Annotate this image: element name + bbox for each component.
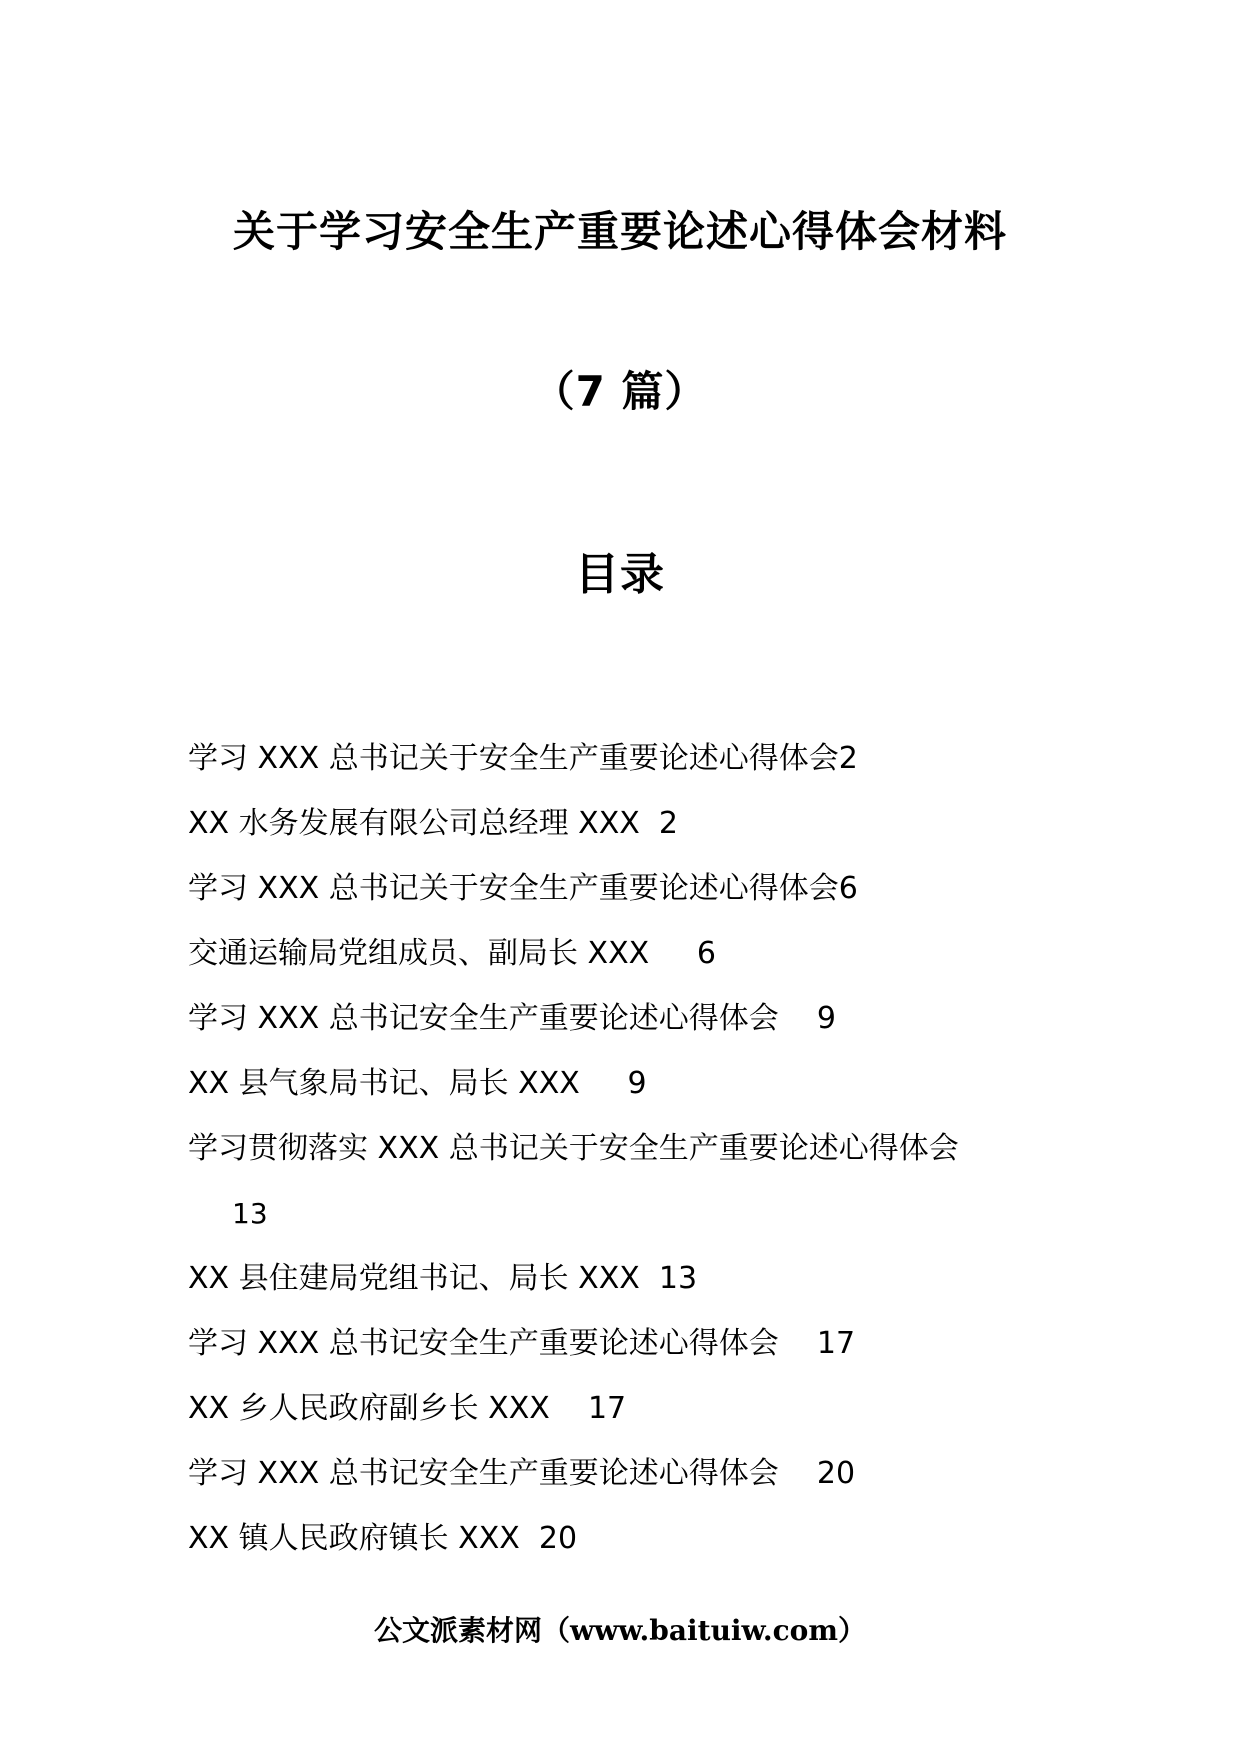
toc-entry-6[interactable]: 学习 XXX 总书记安全生产重要论述心得体会 20 [188, 1456, 856, 1491]
toc-entry-2-author[interactable]: 交通运输局党组成员、副局长 XXX 6 [188, 936, 716, 971]
document-title: 关于学习安全生产重要论述心得体会材料 [232, 207, 1007, 256]
toc-entry-3[interactable]: 学习 XXX 总书记安全生产重要论述心得体会 9 [188, 1001, 836, 1036]
toc-entry-6-author[interactable]: XX 镇人民政府镇长 XXX 20 [188, 1521, 578, 1556]
toc-entry-4-author[interactable]: XX 县住建局党组书记、局长 XXX 13 [188, 1261, 698, 1296]
toc-entry-1[interactable]: 学习 XXX 总书记关于安全生产重要论述心得体会2 [188, 741, 858, 776]
toc-entry-2[interactable]: 学习 XXX 总书记关于安全生产重要论述心得体会6 [188, 871, 858, 906]
toc-entry-3-author[interactable]: XX 县气象局书记、局长 XXX 9 [188, 1066, 647, 1101]
toc-entry-4[interactable]: 学习贯彻落实 XXX 总书记关于安全生产重要论述心得体会 [188, 1131, 959, 1166]
document-subtitle: （7 篇） [532, 367, 708, 416]
table-of-contents [188, 736, 1068, 1581]
toc-entry-5[interactable]: 学习 XXX 总书记安全生产重要论述心得体会 17 [188, 1326, 856, 1361]
toc-entry-1-author[interactable]: XX 水务发展有限公司总经理 XXX 2 [188, 806, 678, 841]
toc-entry-5-author[interactable]: XX 乡人民政府副乡长 XXX 17 [188, 1391, 627, 1426]
footer-source: 公文派素材网（www.baituiw.com） [374, 1614, 866, 1647]
toc-heading: 目录 [575, 549, 665, 600]
toc-entry-4-page[interactable]: 13 [232, 1197, 268, 1230]
